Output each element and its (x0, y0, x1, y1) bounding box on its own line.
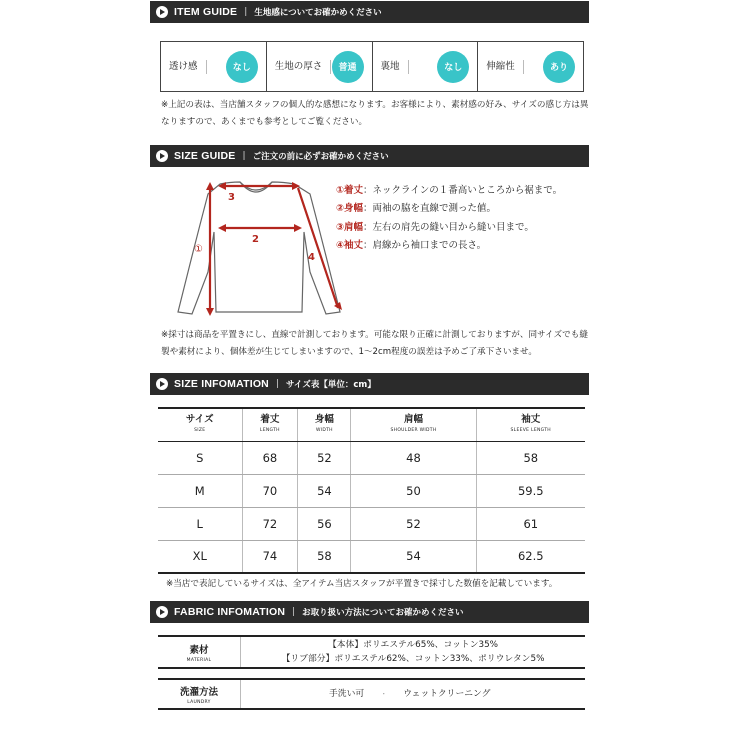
guide-label: 生地の厚さ (275, 60, 332, 74)
cell: 58 (298, 540, 351, 573)
cell: 54 (298, 474, 351, 507)
item-guide-table (160, 41, 584, 92)
material-label: 素材 MATERIAL (158, 637, 241, 667)
laundry-value: 手洗い可 ・ ウェットクリーニング (329, 689, 491, 699)
size-info-title: SIZE INFOMATION (174, 378, 269, 390)
guide-value-badge: なし (437, 51, 469, 83)
item-guide-note: ※上記の表は、当店舗スタッフの個人的な感想になります。お客様により、素材感の好み、サイズの感じ方は異なりますので、あくまでも参考としてご覧ください。 (161, 100, 589, 127)
col-size: サイズ SIZE (158, 408, 242, 441)
measurement-item: ②身幅：両袖の脇を直線で測った値。 (336, 203, 497, 215)
size-info-header (150, 373, 589, 395)
measurement-list (336, 182, 562, 256)
size-guide-header (150, 145, 589, 167)
size-info-subtitle: サイズ表【単位：cm】 (286, 380, 376, 390)
cell: 52 (351, 507, 476, 540)
laundry-row (158, 678, 585, 710)
measure-mark-4: 4 (308, 252, 315, 263)
item-guide-subtitle: 生地感についてお確かめください (254, 8, 382, 18)
cell: 74 (242, 540, 298, 573)
col-shoulder: 肩幅 SHOULDER WIDTH (351, 408, 476, 441)
material-line: 【リブ部分】ポリエステル62%、コットン33%、ポリウレタン5% (281, 654, 545, 664)
table-row (158, 540, 585, 573)
play-icon (156, 6, 168, 18)
guide-value-badge: あり (543, 51, 575, 83)
cell: 59.5 (476, 474, 585, 507)
measurement-item: ①着丈：ネックラインの１番高いところから裾まで。 (336, 185, 563, 196)
cell: XL (158, 540, 242, 573)
laundry-item: ウェットクリーニング (403, 689, 491, 699)
laundry-item: 手洗い可 (329, 689, 365, 699)
measurement-item: ④袖丈：肩線から袖口までの長さ。 (336, 240, 487, 252)
measure-mark-2: 2 (252, 234, 259, 245)
play-icon (156, 150, 168, 162)
material-row (158, 635, 585, 669)
measure-mark-3: 3 (228, 192, 235, 203)
guide-value-badge: 普通 (332, 51, 364, 83)
guide-cell-transparency (161, 42, 267, 91)
item-guide-title: ITEM GUIDE (174, 6, 238, 18)
fabric-info-title: FABRIC INFOMATION (174, 606, 286, 618)
cell: 54 (351, 540, 476, 573)
cell: 68 (242, 441, 298, 474)
col-length: 着丈 LENGTH (242, 408, 298, 441)
size-table (158, 407, 585, 574)
divider: | (242, 151, 246, 161)
table-row (158, 507, 585, 540)
guide-cell-lining (373, 42, 479, 91)
fabric-info-header (150, 601, 589, 623)
col-width: 身幅 WIDTH (298, 408, 351, 441)
cell: 56 (298, 507, 351, 540)
measure-mark-1: ① (194, 244, 203, 255)
size-guide-note: ※採寸は商品を平置きにし、直線で計測しております。可能な限り正確に計測しておりますが、同サイズでも縫製や素材により、個体差が生じてしまいますので、1〜2cm程度の誤差は予めご了承下さいませ。 (161, 330, 588, 357)
divider: | (292, 607, 296, 617)
guide-cell-stretch (478, 42, 583, 91)
col-sleeve: 袖丈 SLEEVE LENGTH (476, 408, 585, 441)
guide-cell-thickness (267, 42, 373, 91)
cell: 48 (351, 441, 476, 474)
item-guide-header (150, 1, 589, 23)
cell: 70 (242, 474, 298, 507)
fabric-info-subtitle: お取り扱い方法についてお確かめください (302, 608, 464, 618)
guide-value-badge: なし (226, 51, 258, 83)
table-row (158, 474, 585, 507)
measurement-item: ③肩幅：左右の肩先の縫い目から縫い目まで。 (336, 221, 534, 233)
cell: L (158, 507, 242, 540)
size-guide-title: SIZE GUIDE (174, 150, 236, 162)
table-row (158, 441, 585, 474)
table-header-row (158, 408, 585, 441)
shirt-diagram (160, 172, 350, 322)
cell: M (158, 474, 242, 507)
cell: 61 (476, 507, 585, 540)
guide-label: 透け感 (169, 60, 207, 74)
divider: | (244, 7, 248, 17)
cell: 58 (476, 441, 585, 474)
laundry-label: 洗濯方法 LAUNDRY (158, 680, 241, 708)
divider: | (275, 379, 280, 389)
cell: 52 (298, 441, 351, 474)
material-line: 【本体】ポリエステル65%、コットン35% (327, 640, 499, 650)
size-guide-subtitle: ご注文の前に必ずお確かめください (252, 152, 389, 162)
cell: 50 (351, 474, 476, 507)
material-value (241, 637, 585, 667)
guide-label: 伸縮性 (486, 60, 524, 74)
cell: 62.5 (476, 540, 585, 573)
cell: S (158, 441, 242, 474)
play-icon (156, 378, 168, 390)
cell: 72 (242, 507, 298, 540)
size-info-note: ※当店で表記しているサイズは、全アイテム当店スタッフが平置きで採寸した数値を記載しています。 (166, 579, 558, 589)
play-icon (156, 606, 168, 618)
guide-label: 裏地 (381, 60, 409, 74)
